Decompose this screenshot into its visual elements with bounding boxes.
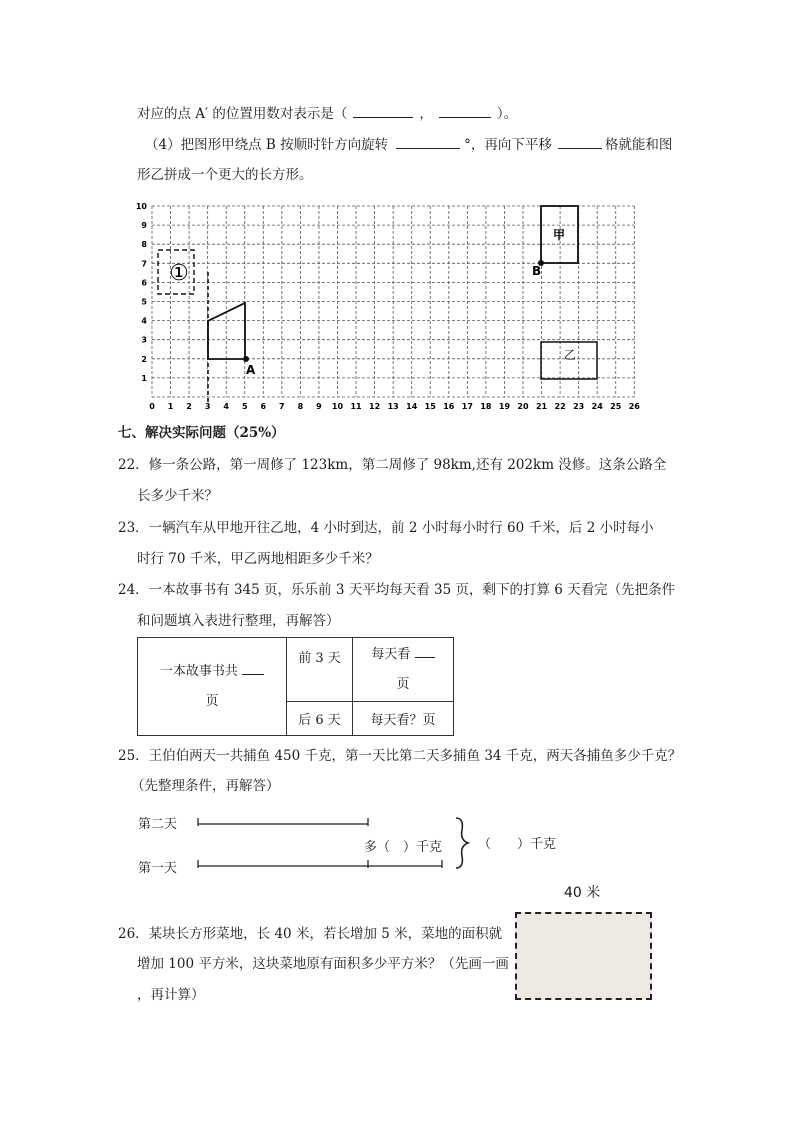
x-tick-label: 0 xyxy=(149,402,155,411)
x-axis-ticks xyxy=(149,402,640,411)
x-tick-label: 3 xyxy=(204,402,211,411)
table-total-label: 一本故事书共 xyxy=(159,663,238,679)
x-tick-label: 7 xyxy=(279,402,285,411)
q25-line2: （先整理条件，再解答） xyxy=(131,778,280,794)
x-tick-label: 25 xyxy=(610,402,622,411)
x-tick-label: 23 xyxy=(573,402,585,411)
x-tick-label: 17 xyxy=(461,402,473,411)
y-tick-label: 7 xyxy=(141,259,147,269)
table-cell-first3: 前 3 天 xyxy=(287,638,353,702)
coordinate-grid xyxy=(135,193,645,413)
x-tick-label: 18 xyxy=(480,402,492,411)
table-blank[interactable] xyxy=(415,643,435,658)
y-tick-label: 10 xyxy=(135,202,147,211)
line1-suffix: ）。 xyxy=(496,106,518,122)
q25-line1: 25．王伯伯两天一共捕鱼 450 千克，第一天比第二天多捕鱼 34 千克，两天各捕鱼多少千克？ xyxy=(118,748,682,764)
section-title: 七、解决实际问题（25%） xyxy=(118,425,285,441)
q26-line3: ，再计算） xyxy=(137,987,205,1003)
table-cell-last6: 后 6 天 xyxy=(287,702,353,736)
x-tick-label: 15 xyxy=(424,402,436,411)
line2-deg: ° xyxy=(464,137,471,153)
more-label: 多（ ）千克 xyxy=(364,840,443,855)
x-tick-label: 24 xyxy=(591,402,603,411)
x-tick-label: 4 xyxy=(223,402,229,411)
line2-a: （4）把图形甲绕点 B 按顺时针方向旋转 xyxy=(145,137,389,153)
x-tick-label: 10 xyxy=(331,402,344,411)
length-label: 40 米 xyxy=(564,885,601,901)
total-label: （ ）千克 xyxy=(478,837,557,852)
table-cell-perday xyxy=(353,638,454,702)
point-b-label: B xyxy=(532,264,542,278)
table-perday-unit: 页 xyxy=(396,676,410,692)
line1-sep: ， xyxy=(419,106,433,122)
q26-line1: 26．某块长方形菜地，长 40 米，若长增加 5 米，菜地的面积就 xyxy=(118,926,503,942)
x-tick-label: 12 xyxy=(369,402,381,411)
line2-b: ，再向下平移 xyxy=(470,137,552,153)
line2-c: 格就能和图 xyxy=(604,137,673,153)
question-continued-line xyxy=(137,103,517,124)
shape-one-label: ① xyxy=(169,261,189,286)
y-tick-label: 6 xyxy=(141,278,147,288)
brace xyxy=(456,818,468,868)
y-tick-label: 9 xyxy=(141,221,147,231)
x-tick-label: 19 xyxy=(498,402,511,411)
x-tick-label: 8 xyxy=(297,402,304,411)
q23-line2: 时行 70 千米，甲乙两地相距多少千米？ xyxy=(137,551,379,567)
x-tick-label: 5 xyxy=(241,402,248,411)
table-total-unit: 页 xyxy=(205,693,219,709)
q24-line1: 24．一本故事书有 345 页，乐乐前 3 天平均每天看 35 页，剩下的打算 6 天看完（先把条件 xyxy=(118,582,676,598)
shift-blank[interactable] xyxy=(558,134,602,149)
x-tick-label: 6 xyxy=(260,402,267,411)
y-tick-label: 5 xyxy=(141,297,147,307)
q23-line1: 23．一辆汽车从甲地开往乙地，4 小时到达，前 2 小时每小时行 60 千米，后 2 小时每小 xyxy=(118,520,654,536)
y-tick-label: 2 xyxy=(141,354,147,364)
vegetable-field-rect xyxy=(515,912,652,1000)
day1-label: 第一天 xyxy=(138,861,178,876)
y-axis-ticks xyxy=(136,202,148,383)
table-cell-total xyxy=(138,638,287,736)
x-tick-label: 13 xyxy=(387,402,399,411)
day2-label: 第二天 xyxy=(138,817,178,832)
shape-jia-label: 甲 xyxy=(553,228,566,242)
question-4-line-end: 形乙拼成一个更大的长方形。 xyxy=(137,167,313,183)
x-tick-label: 1 xyxy=(167,402,174,411)
y-tick-label: 8 xyxy=(141,240,147,250)
x-tick-label: 16 xyxy=(443,402,455,411)
x-tick-label: 20 xyxy=(517,402,529,411)
x-tick-label: 21 xyxy=(535,402,548,411)
table-cell-question: 每天看？页 xyxy=(353,702,454,736)
x-tick-label: 14 xyxy=(406,402,418,411)
y-tick-label: 1 xyxy=(141,373,147,383)
answer-blank[interactable] xyxy=(439,103,491,118)
x-tick-label: 9 xyxy=(316,402,322,411)
answer-blank[interactable] xyxy=(353,103,413,118)
x-tick-label: 22 xyxy=(554,402,566,411)
table-blank[interactable] xyxy=(242,660,264,675)
y-tick-label: 3 xyxy=(141,335,147,345)
angle-blank[interactable] xyxy=(396,134,460,149)
point-a xyxy=(243,356,249,362)
x-tick-label: 2 xyxy=(186,402,192,411)
q24-line2: 和问题填入表进行整理，再解答） xyxy=(137,613,340,629)
x-tick-label: 26 xyxy=(628,402,640,411)
line1-prefix: 对应的点 A′ 的位置用数对表示是（ xyxy=(137,106,348,122)
point-a-label: A xyxy=(246,363,256,377)
y-tick-label: 4 xyxy=(141,316,147,326)
q22-line2: 长多少千米？ xyxy=(137,488,218,504)
question-4-line xyxy=(145,134,672,155)
x-tick-label: 11 xyxy=(350,402,362,411)
table-perday-label: 每天看 xyxy=(371,646,411,662)
q24-table xyxy=(137,637,454,736)
shape-yi-label: 乙 xyxy=(564,348,577,362)
q26-line2: 增加 100 平方米，这块菜地原有面积多少平方米？（先画一画 xyxy=(137,956,509,972)
q22-line1: 22．修一条公路，第一周修了 123km，第二周修了 98km,还有 202km 没修。这条公路全 xyxy=(118,457,667,473)
